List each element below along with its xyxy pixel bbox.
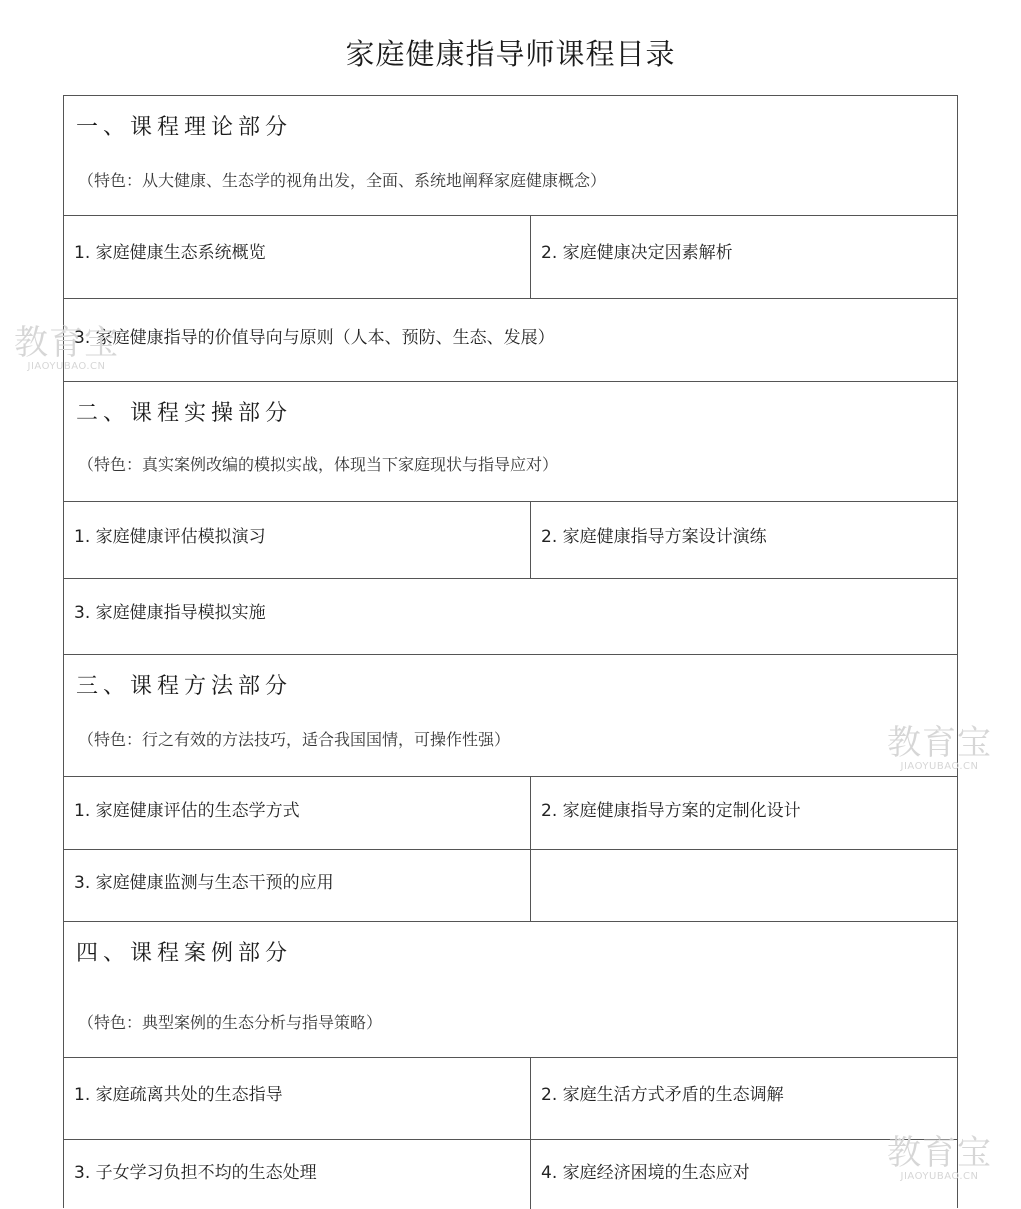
- table-cell: [531, 1058, 957, 1139]
- table-cell: [64, 1140, 531, 1209]
- course-item: 3. 家庭健康监测与生态干预的应用: [74, 873, 334, 893]
- watermark-logo: 教育宝 JIAOYUBAO.CN: [887, 1133, 992, 1182]
- course-item: 3. 家庭健康指导模拟实施: [74, 603, 266, 623]
- table-cell: [64, 502, 531, 578]
- table-cell: [531, 777, 957, 849]
- table-cell: [64, 850, 531, 921]
- course-item: 1. 家庭健康评估模拟演习: [74, 527, 266, 547]
- section-title: 一、课程理论部分: [76, 115, 293, 140]
- table-cell: [64, 1058, 531, 1139]
- table-row: [64, 1140, 957, 1209]
- course-item: 2. 家庭健康指导方案设计演练: [541, 527, 767, 547]
- course-table: [63, 95, 958, 1208]
- course-item: 1. 家庭疏离共处的生态指导: [74, 1085, 283, 1105]
- table-row: [64, 216, 957, 299]
- document-title: 家庭健康指导师课程目录: [345, 37, 676, 71]
- table-cell: [64, 579, 957, 654]
- section-title: 四、课程案例部分: [76, 941, 293, 966]
- section-header-methods: [64, 655, 957, 777]
- course-item: 2. 家庭健康决定因素解析: [541, 243, 733, 263]
- table-cell: [531, 216, 957, 298]
- table-cell-empty: [531, 850, 957, 921]
- table-cell: [64, 299, 957, 381]
- table-row: [64, 299, 957, 382]
- course-item: 3. 子女学习负担不均的生态处理: [74, 1163, 317, 1183]
- section-subtitle: （特色：典型案例的生态分析与指导策略）: [78, 1013, 383, 1032]
- course-item: 1. 家庭健康生态系统概览: [74, 243, 266, 263]
- section-subtitle: （特色：从大健康、生态学的视角出发，全面、系统地阐释家庭健康概念）: [78, 171, 607, 190]
- section-title: 三、课程方法部分: [76, 674, 293, 699]
- table-row: [64, 502, 957, 579]
- course-item: 4. 家庭经济困境的生态应对: [541, 1163, 750, 1183]
- course-item: 2. 家庭生活方式矛盾的生态调解: [541, 1085, 784, 1105]
- table-row: [64, 777, 957, 850]
- section-subtitle: （特色：真实案例改编的模拟实战，体现当下家庭现状与指导应对）: [78, 455, 559, 474]
- table-cell: [64, 777, 531, 849]
- course-item: 3. 家庭健康指导的价值导向与原则（人本、预防、生态、发展）: [74, 328, 555, 348]
- section-header-practice: [64, 382, 957, 502]
- table-cell: [531, 502, 957, 578]
- table-row: [64, 850, 957, 922]
- section-title: 二、课程实操部分: [76, 401, 293, 426]
- watermark-logo: 教育宝 JIAOYUBAO.CN: [14, 323, 119, 372]
- section-header-theory: [64, 96, 957, 216]
- section-header-cases: [64, 922, 957, 1058]
- table-row: [64, 579, 957, 655]
- course-item: 1. 家庭健康评估的生态学方式: [74, 801, 300, 821]
- table-row: [64, 1058, 957, 1140]
- watermark-logo: 教育宝 JIAOYUBAO.CN: [887, 723, 992, 772]
- course-item: 2. 家庭健康指导方案的定制化设计: [541, 801, 801, 821]
- table-cell: [64, 216, 531, 298]
- section-subtitle: （特色：行之有效的方法技巧，适合我国国情，可操作性强）: [78, 730, 511, 749]
